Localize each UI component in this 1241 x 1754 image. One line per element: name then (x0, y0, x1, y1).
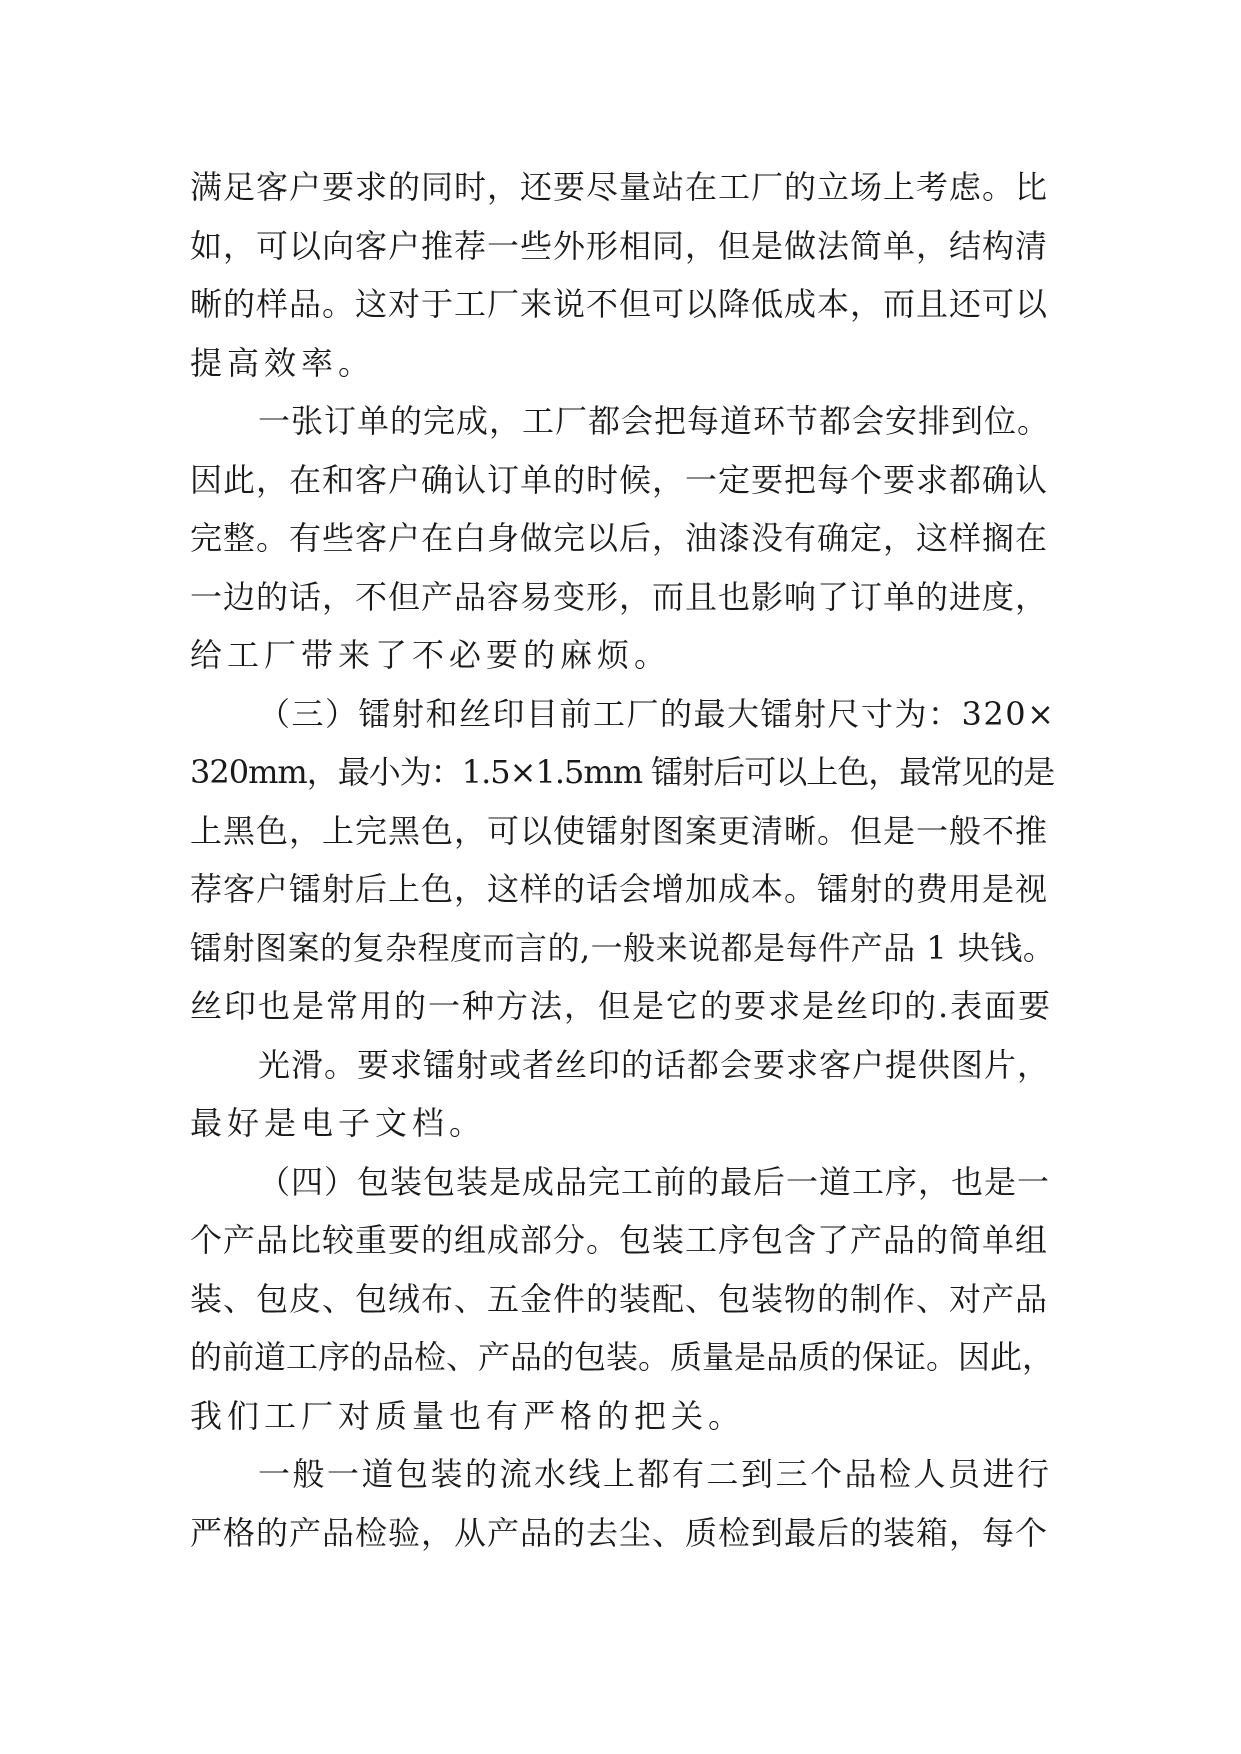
text-line: （四）包装包装是成品完工前的最后一道工序，也是一 (258, 1162, 1051, 1201)
text-line: 严格的产品检验，从产品的去尘、质检到最后的装箱，每个 (190, 1513, 1049, 1552)
text-line: 满足客户要求的同时，还要尽量站在工厂的立场上考虑。比 (190, 168, 1049, 206)
text-line: 镭射图案的复杂程度而言的,一般来说都是每件产品 1 块钱。 (190, 928, 1056, 967)
text-line: （三）镭射和丝印目前工厂的最大镭射尺寸为：320× (258, 694, 1056, 733)
text-line: 的前道工序的品检、产品的包装。质量是品质的保证。因此， (190, 1338, 1055, 1376)
text-line: 完整。有些客户在白身做完以后，油漆没有确定，这样搁在 (190, 519, 1049, 557)
text-line: 提高效率。 (190, 343, 376, 382)
text-line: 一张订单的完成，工厂都会把每道环节都会安排到位。 (258, 402, 1051, 440)
text-line: 320mm，最小为：1.5×1.5mm 镭射后可以上色，最常见的是 (190, 753, 1055, 791)
body-text (190, 158, 1060, 1562)
text-line: 我们工厂对质量也有严格的把关。 (190, 1396, 746, 1435)
text-line: 最好是电子文档。 (190, 1104, 487, 1142)
text-line: 上黑色，上完黑色，可以使镭射图案更清晰。但是一般不推 (190, 811, 1049, 850)
text-line: 一般一道包装的流水线上都有二到三个品检人员进行 (258, 1455, 1052, 1493)
text-line: 一边的话，不但产品容易变形，而且也影响了订单的进度， (190, 577, 1049, 616)
text-line: 个产品比较重要的组成部分。包装工序包含了产品的简单组 (190, 1221, 1049, 1259)
text-line: 给工厂带来了不必要的麻烦。 (190, 636, 672, 674)
text-line: 晰的样品。这对于工厂来说不但可以降低成本，而且还可以 (190, 285, 1049, 323)
text-line: 装、包皮、包绒布、五金件的装配、包装物的制作、对产品 (190, 1279, 1049, 1318)
text-line: 因此，在和客户确认订单的时候，一定要把每个要求都确认 (190, 460, 1049, 499)
text-line: 荐客户镭射后上色，这样的话会增加成本。镭射的费用是视 (190, 870, 1049, 908)
text-line: 丝印也是常用的一种方法，但是它的要求是丝印的.表面要 (190, 987, 1053, 1025)
text-line: 如，可以向客户推荐一些外形相同，但是做法简单，结构清 (190, 226, 1049, 265)
text-line: 光滑。要求镭射或者丝印的话都会要求客户提供图片， (258, 1045, 1051, 1084)
